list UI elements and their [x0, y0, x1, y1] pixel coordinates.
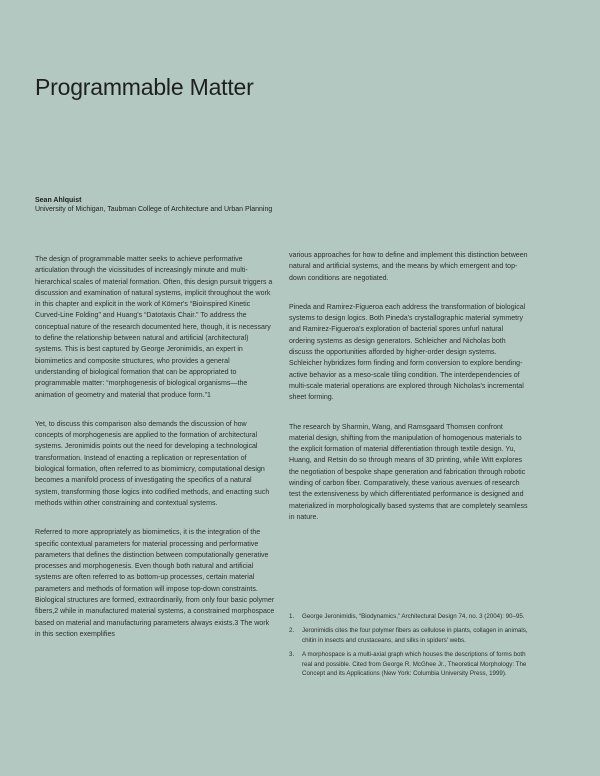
- footnote-number: 2.: [289, 627, 295, 635]
- footnotes: [289, 612, 529, 683]
- footnote-number: 1.: [289, 613, 295, 620]
- footnote-text: George Jeronimidis, “Biodynamics,” Architectural Design 74, no. 3 (2004): 90–95.: [302, 613, 525, 620]
- footnote-text: A morphospace is a multi-axial graph which houses the descriptions of forms both real and possible. Cited from George R. McGhee Jr., Theoretical Morphology: The Concept and its Applications (New York: Columbia University Press, 1999).: [302, 651, 527, 678]
- page-title: Programmable Matter: [35, 74, 254, 100]
- left-column: [35, 254, 275, 658]
- paragraph: The research by Sharmin, Wang, and Ramsgaard Thomsen confront material design, shifting from the manipulation of homogenous materials to the explicit formation of material differentiation through textile design. Yu, Huang, and Retsin do so through means of 3D printing, while Witt explores the negotiation of bespoke shape generation and fabrication through robotic winding of carbon fiber. Comparatively, these various avenues of research test the extensiveness by which differentiated performance is designed and materialized in morphologically based systems that are completely seamless in nature.: [289, 423, 528, 521]
- paragraph: Yet, to discuss this comparison also demands the discussion of how concepts of morphogenesis are applied to the formation of architectural systems. Jeronimidis points out the need for developing a technological transformation. Instead of enacting a replication or representation of biological formation, often referred to as biomimicry, computational design becomes a manifold process of investigating the specifics of a natural system, transforming those logics into codified methods, and enacting such methods within other constraining and contextual systems.: [35, 420, 270, 507]
- paragraph: Pineda and Ramirez-Figueroa each address the transformation of biological systems to design logics. Both Pineda's crystallographic material symmetry and Ramirez-Figueroa's exploration of bacterial spores unfurl natural ordering systems as design generators. Schleicher and Nicholas both discuss the opportunities afforded by higher-order design systems. Schleicher hybridizes form finding and form conversion to explore bending-active behavior as a meso-scale tiling condition. The interdependencies of multi-scale material operations are explored through Nicholas's incremental sheet forming.: [289, 303, 526, 402]
- paragraph: various approaches for how to define and implement this distinction between natural and artificial systems, and the means by which emergent and top-down conditions are negotiated.: [289, 252, 528, 282]
- author-name: Sean Ahlquist: [35, 197, 82, 204]
- footnote: [289, 650, 529, 678]
- footnote: [289, 612, 529, 621]
- footnote: [289, 626, 529, 645]
- paragraph: Referred to more appropriately as biomimetics, it is the integration of the specific contextual parameters for material processing and performative parameters that defines the distinction between computationally generative processes and morphogenesis. Even though both natural and artificial systems are often referred to as bottom-up processes, certain material parameters and methods of formation will impose top-down constraints. Biological structures are formed, extraordinarily, from only four basic polymer fibers,2 while in manufactured material systems, a constrained morphospace based on material and manufacturing parameters always exists.3 The work in this section exemplifies: [35, 529, 275, 638]
- right-column: [289, 250, 529, 541]
- footnote-text: Jeronimidis cites the four polymer fibers as cellulose in plants, collagen in animals, chitin in insects and crustaceans, and silks in spiders' webs.: [302, 627, 528, 644]
- author-affiliation: University of Michigan, Taubman College of Architecture and Urban Planning: [35, 206, 273, 213]
- paragraph: The design of programmable matter seeks to achieve performative articulation through the vicissitudes of increasingly minute and multi-hierarchical scales of material formation. Often, this design pursuit triggers a discussion and examination of natural systems, implicit throughout the work in this chapter and explicit in the work of Körner's “Bioinspired Kinetic Curved-Line Folding” and Huang's “Datotaxis Chair.” To address the conceptual nature of the research documented here, though, it is necessary to define the relationship between natural and artificial (architectural) systems. This is best captured by George Jeronimidis, an expert in biomimetics and composite structures, who provides a general understanding of biological formation that can be appropriated to programmable matter: “morphogenesis of biological organisms—the animation of geometry and material that produce form.”1: [35, 256, 273, 399]
- footnote-number: 3.: [289, 651, 295, 659]
